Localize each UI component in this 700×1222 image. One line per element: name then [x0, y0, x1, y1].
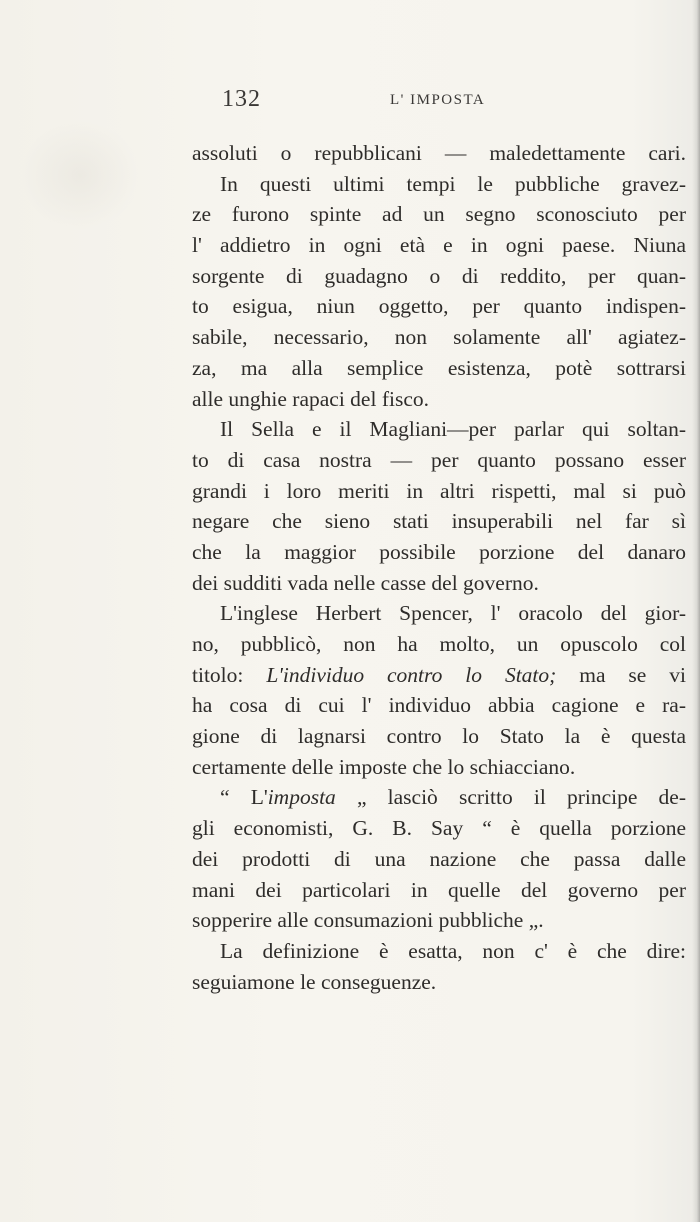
text-line: gione di lagnarsi contro lo Stato la è questa [192, 724, 686, 749]
text-line: to esigua, niun oggetto, per quanto indispen- [192, 294, 686, 319]
italic-book-title: L'individuo contro lo Stato; [266, 662, 557, 687]
text-line: ze furono spinte ad un segno sconosciuto per [192, 202, 686, 227]
page-bleed-stain [20, 120, 140, 230]
quote-prefix: “ L' [220, 785, 268, 810]
running-head [222, 86, 502, 114]
text-line-with-italic [192, 782, 686, 813]
text-line: sabile, necessario, non solamente all' agiatez- [192, 325, 686, 350]
text-line: alle unghie rapaci del fisco. [192, 386, 429, 411]
page-number: 132 [222, 86, 261, 112]
title-prefix: titolo: [192, 662, 244, 687]
text-line: assoluti o repubblicani — maledettamente cari. [192, 141, 686, 165]
title-suffix: ma se vi [579, 662, 686, 687]
text-line: seguiamone le conseguenze. [192, 969, 437, 994]
text-line: dei prodotti di una nazione che passa dalle [192, 846, 686, 871]
text-line: ha cosa di cui l' individuo abbia cagione e ra- [192, 693, 686, 718]
text-line: che la maggior possibile porzione del danaro [192, 539, 686, 564]
text-line: mani dei particolari in quelle del governo per [192, 877, 686, 902]
text-line: sopperire alle consumazioni pubbliche „. [192, 908, 544, 933]
text-line-with-title [192, 660, 686, 691]
page-edge-shadow [692, 0, 700, 1222]
text-line: dei sudditi vada nelle casse del governo. [192, 570, 539, 595]
text-line: La definizione è esatta, non c' è che dire: [220, 938, 686, 963]
text-line: L'inglese Herbert Spencer, l' oracolo del gior- [220, 601, 686, 626]
quote-suffix: „ lasciò scritto il principe de- [356, 785, 686, 810]
text-line: grandi i loro meriti in altri rispetti, mal si può [192, 478, 686, 503]
text-line: za, ma alla semplice esistenza, potè sottrarsi [192, 355, 686, 380]
text-line: l' addietro in ogni età e in ogni paese. Niuna [192, 233, 686, 258]
running-head-title: L' IMPOSTA [390, 92, 486, 108]
text-line: Il Sella e il Magliani—per parlar qui soltan- [220, 417, 686, 442]
italic-term: imposta [267, 785, 336, 810]
body-text [192, 138, 686, 997]
text-line: to di casa nostra — per quanto possano esser [192, 447, 686, 472]
text-line: In questi ultimi tempi le pubbliche gravez- [220, 171, 686, 196]
text-line: no, pubblicò, non ha molto, un opuscolo col [192, 632, 686, 656]
text-line: gli economisti, G. B. Say “ è quella porzione [192, 816, 686, 841]
text-line: certamente delle imposte che lo schiacciano. [192, 754, 576, 779]
text-line: sorgente di guadagno o di reddito, per quan- [192, 263, 686, 288]
text-line: negare che sieno stati insuperabili nel far sì [192, 509, 686, 534]
